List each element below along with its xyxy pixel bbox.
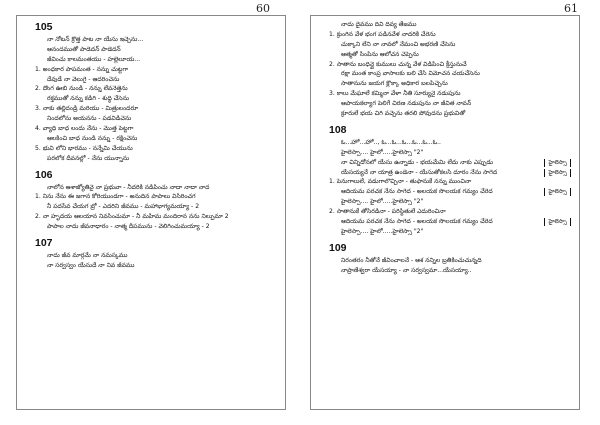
refrain-box: హైలెస్సా [544, 159, 571, 167]
lyric-line: 5. భువి లోని భారము - నన్నేమి చేయును [35, 144, 133, 152]
page-frame [310, 15, 580, 410]
lyric-text: నా చిన్నిదోనలో యేసు ఉన్నాడు - భయమేమి లేదు నాకు ఎప్పుడు [341, 158, 494, 166]
lyric-line: నీ పదసేవ చేయగ బ్రో - ఎదరిని జీవము - మహాభాగ్యమయ్యా - 2 [47, 203, 200, 211]
lyric-line: 1. క్రుంగిన వేళ భంగ పడినవేళ నాదరికి చేరెను [329, 30, 436, 38]
lyric-line: 2. సాతాను బంధిన్లై కుములు చున్న వేళ విడిపించి క్రీస్తునుచే [329, 60, 467, 68]
lyric-line: ఆనందముతో పాడెదన్ పాడెదన్ [47, 45, 121, 53]
song-number: 107 [35, 237, 53, 250]
song-number: 106 [35, 168, 53, 181]
lyric-text: ఆదియమ పరచక నేను సాగెద - అలయక సొలయక గమ్యం చేరెద [341, 218, 493, 226]
lyric-line: హైలెస్సా.... హైలో.....హైలెస్సా "2" [341, 148, 424, 156]
lyric-line: హైలెస్సా.... హైలో.....హైలెస్సా "2" [341, 198, 424, 206]
lyric-line: క్రూరులే భయ చిగి వచ్చెను తరలి పోవుదను ప్రభువితో [341, 110, 466, 118]
lyric-line: నా సర్వస్వం యేసుదే నా నివ జీవము [47, 261, 135, 269]
song-number: 105 [35, 21, 53, 33]
book-gutter [290, 0, 306, 425]
lyric-line: 2. సాతానుకే తోసిరడినా - పరిస్థితులే ఎదురించినా [329, 208, 446, 216]
lyric-line: 2. నా హృదయ ఆలయాన నివసించుమా - నీ మహిమ మందిరాన నను నిల్పుమా 2 [35, 213, 229, 221]
page-number: 61 [564, 2, 578, 15]
lyric-line: 3. నాకు తల్లిదండ్రి మరియు - మిత్రులందరూ [35, 105, 139, 113]
right-page [306, 0, 596, 425]
song-number: 109 [329, 241, 347, 254]
refrain-box: హైలెస్సా [544, 218, 571, 226]
refrain-box: హైలెస్సా [544, 169, 571, 177]
lyric-line: 1. నిను నేను ఈ జగాన కోరియుండగా - అనుదిన పాపాలు విసిరించగ [35, 193, 196, 201]
lyric-line: 4. వ్యాధి బాధ లందు నేను - మొత్త పెట్టగా [35, 125, 134, 133]
lyric-line: నాలోన ఆశాజ్యోతివై నా ప్రభువా - నీదరికి నడిపించు నాదా నాదా నాద [47, 183, 210, 191]
lyric-line: పాపాల నాదు జీవనాధారం - నాత్మ దీపమును - వెలిగించుమయ్యా - 2 [47, 223, 210, 231]
lyric-line: సాతానును జయగ క్లొక్కా అధికార బలపిచ్చెను [341, 80, 448, 88]
lyric-line: చుక్కాని లేని నా నావలో నేమంచి అభరణి చేసెను [341, 40, 456, 48]
lyric-line: నాప్రాణేశ్వరా యేసయ్యా - నా సర్వస్వమా...యేసయ్యా.. [341, 266, 472, 274]
song-list [311, 20, 579, 276]
lyric-line: నా నోటన్ క్రొత్త పాట నా యేసు ఇచ్చెను... [47, 36, 144, 43]
lyric-line: 1. అంధకార పాపమంత - నన్ను చుట్టగా [35, 65, 129, 73]
refrain-box: హైలెస్సా [544, 188, 571, 196]
lyric-line [311, 187, 579, 197]
lyric-line: ఆత్మతో సింపిను ఆలోచన చెప్పెను [341, 50, 419, 58]
lyric-line: రక్తముతో నన్ను కడిగి - శుద్ధి చేసెను [47, 95, 129, 103]
lyric-line: 2. దొంగ ఊబి నుండి - నన్ను లేవనెత్తెను [35, 85, 128, 93]
lyric-line: 1. పెనుగాలులే, వడుగాలొచ్చినా - తుఫానుకే నన్ను ముంచినా [329, 178, 472, 186]
lyric-line [311, 217, 579, 227]
lyric-line: రక్షా మంత కాంప్ర వాసాలకు బలి చేసి విమోచన చయచేసెను [341, 70, 480, 78]
lyric-text: ఆదియమ పరచక నేను సాగెద - అలయక సొలయక గమ్యం చేరెద [341, 188, 493, 196]
lyric-line: 3. కాలు మేఘాలే కమ్మినా వేళా నీతి సూర్యునై నడుపును [329, 90, 461, 98]
lyric-line: హైలెస్సా.... హైలో.....హైలెస్సా "2" [341, 227, 424, 235]
lyric-line [311, 168, 579, 178]
lyric-line: ఆపాయకల్యాగ పెలిగే చిరణ నడుపును నా జీవిత నావన్ [341, 100, 472, 108]
lyric-line: ఓ...హో...హో.., ఓ...ఓ...ఓ...ఓ...ఓ...ఓ.. [341, 138, 441, 146]
lyric-line: నిందలోను అయనను - పడవిడిచెను [47, 115, 132, 123]
song-number: 108 [329, 123, 347, 136]
lyric-line: ఆలకించి బాధ నుండి నన్ను - రక్షించెను [47, 134, 138, 142]
lyric-line: దేవుడే నా వెలుగై - ఆదరించెను [47, 75, 120, 83]
lyric-text: యేసయ్యనే నా యాత్ర ఉండెనా - యేసుతోకలసి దూరం నేను సాగెద [341, 168, 498, 176]
lyric-line [311, 158, 579, 168]
page-number: 60 [256, 2, 270, 15]
song-list [17, 20, 285, 271]
lyric-line: పరలోక దీవనల్లో - నేను యున్నాను [47, 154, 130, 162]
lyric-line: జీవించు కాలమంతయు - హల్లెలూయ... [47, 55, 141, 63]
page-frame [16, 15, 286, 410]
lyric-line: నిరంతరం నీతోనే జీవించాలనే - ఆశ నన్నిల బ్రతికించుచున్నది [341, 256, 482, 264]
left-page [0, 0, 290, 425]
lyric-line: నాదు జీవ మార్గమే నా నమస్కము [47, 252, 128, 260]
lyric-line: నాదు దైవము దివి దివ్య తేజము [341, 21, 417, 28]
